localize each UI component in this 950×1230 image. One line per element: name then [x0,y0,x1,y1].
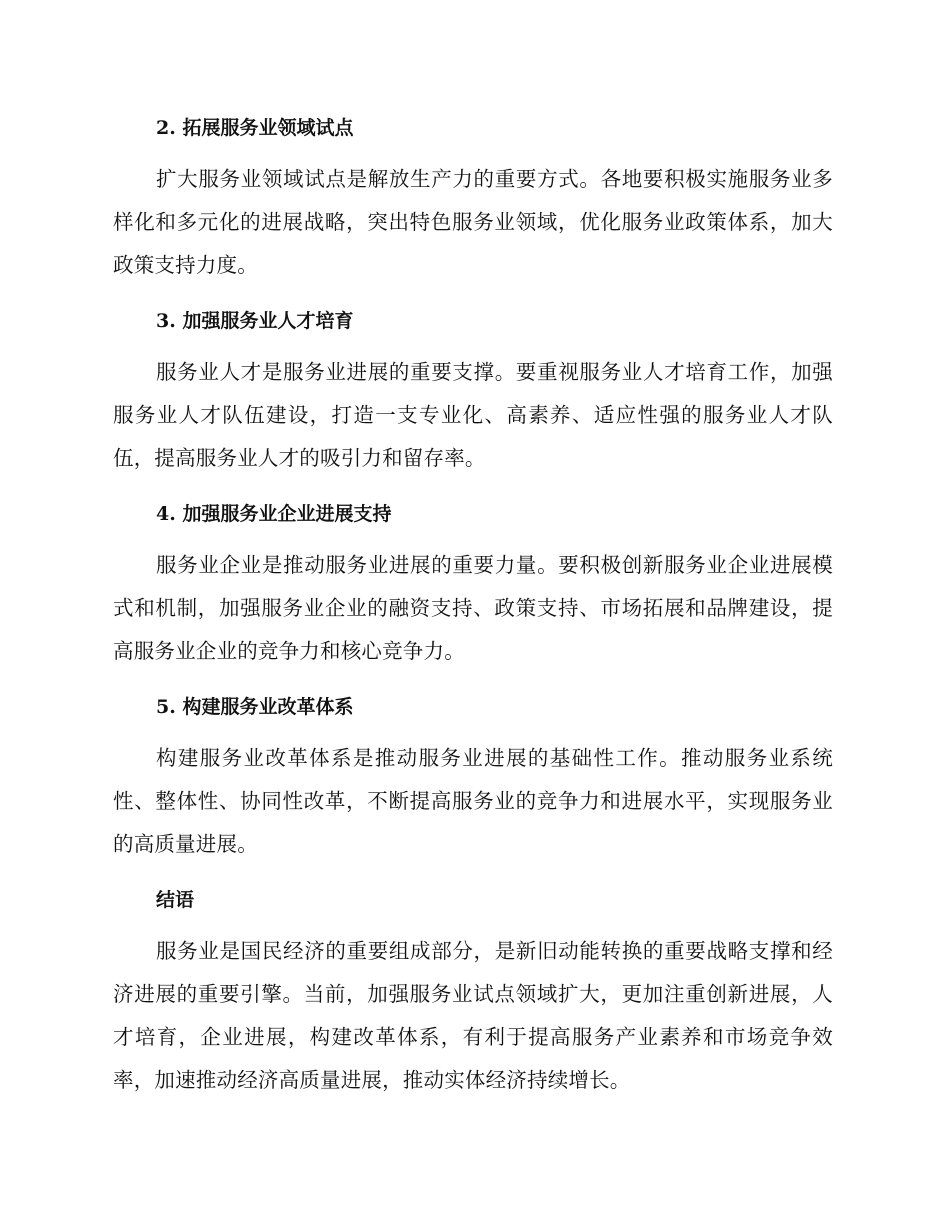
section-paragraph: 服务业是国民经济的重要组成部分，是新旧动能转换的重要战略支撑和经济进展的重要引擎。当前，加强服务业试点领域扩大，更加注重创新进展，人才培育，企业进展，构建改革体系，有利于提高服务产业素养和市场竞争效率，加速推动经济高质量进展，推动实体经济持续增长。 [113,939,833,1092]
section-heading: 5. 构建服务业改革体系 [156,696,354,718]
section-paragraph: 服务业企业是推动服务业进展的重要力量。要积极创新服务业企业进展模式和机制，加强服务业企业的融资支持、政策支持、市场拓展和品牌建设，提高服务业企业的竞争力和核心竞争力。 [113,553,833,663]
section-paragraph: 构建服务业改革体系是推动服务业进展的基础性工作。推动服务业系统性、整体性、协同性改革，不断提高服务业的竞争力和进展水平，实现服务业的高质量进展。 [113,746,833,856]
section-heading: 结语 [156,889,195,911]
section-talent-cultivation [113,301,833,480]
section-expand-pilot [113,108,833,287]
section-reform-system [113,687,833,866]
section-paragraph: 扩大服务业领域试点是解放生产力的重要方式。各地要积极实施服务业多样化和多元化的进展战略，突出特色服务业领域，优化服务业政策体系，加大政策支持力度。 [113,167,833,277]
section-paragraph: 服务业人才是服务业进展的重要支撑。要重视服务业人才培育工作，加强服务业人才队伍建设，打造一支专业化、高素养、适应性强的服务业人才队伍，提高服务业人才的吸引力和留存率。 [113,360,833,470]
section-heading: 2. 拓展服务业领域试点 [156,117,354,139]
section-conclusion [113,880,833,1102]
section-enterprise-support [113,494,833,673]
section-heading: 3. 加强服务业人才培育 [156,310,354,332]
document-page [113,108,833,1116]
section-heading: 4. 加强服务业企业进展支持 [156,503,392,525]
